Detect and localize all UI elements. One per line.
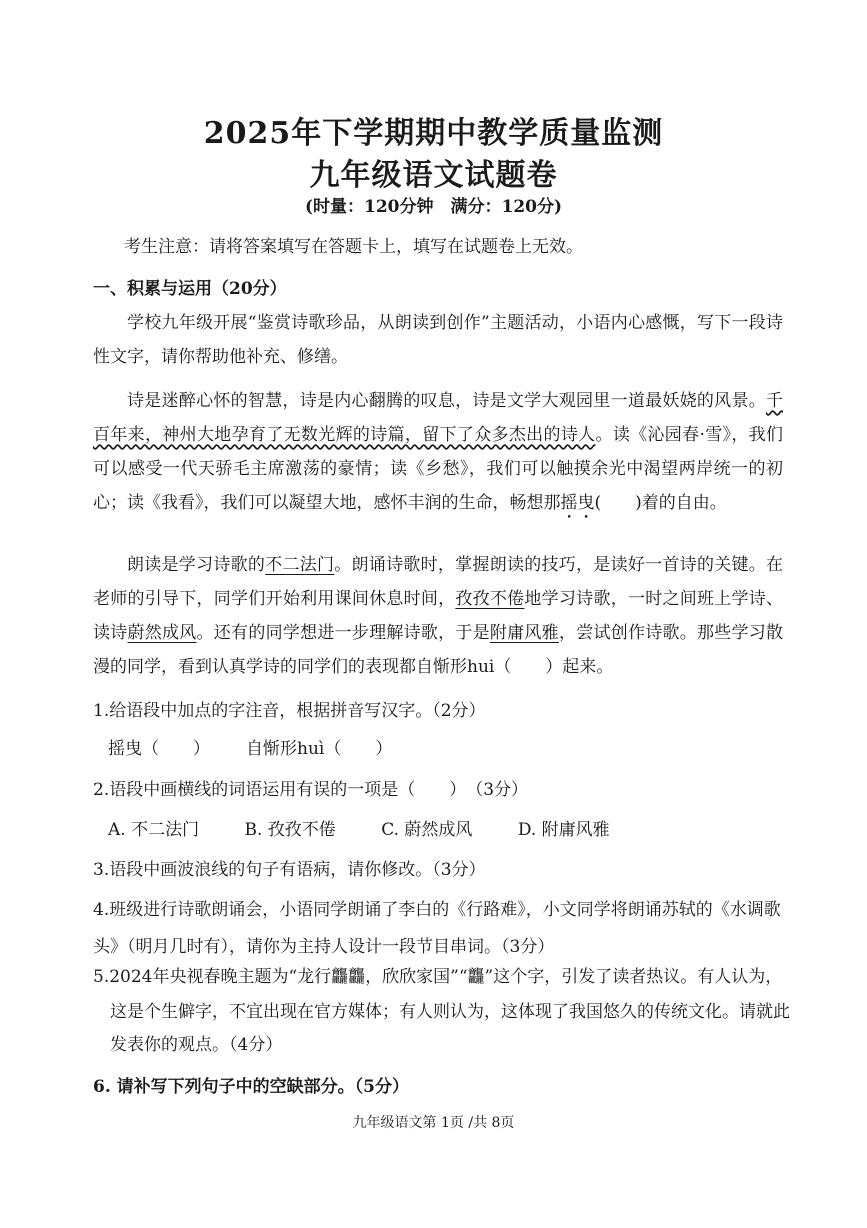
passage1-text-a: 诗是迷醉心怀的智慧，诗是内心翻腾的叹息，诗是文学大观园里一道最妖娆的风景。 bbox=[127, 391, 766, 411]
question-5-line-1: 5.2024年央视春晚主题为“龙行龘龘，欣欣家国”“龘”这个字，引发了读者热议。有人认为， bbox=[93, 967, 783, 987]
wavy-underlined-sentence: 千百年来，神州大地孕育了无数光辉的诗篇，留下了众多杰出的诗人 bbox=[93, 391, 783, 445]
passage2-text-e: ，尝试创作诗歌。那些学习散漫的同学，看到认真学诗的同学们的表现都自惭形hui（ ）起来。 bbox=[93, 623, 784, 677]
intro-paragraph: 学校九年级开展“鉴赏诗歌珍品，从朗读到创作”主题活动，小语内心感慨，写下一段诗性文字，请你帮助他补充、修缮。 bbox=[93, 313, 783, 367]
question-3: 3.语段中画波浪线的句子有语病，请你修改。（3分） bbox=[93, 860, 486, 880]
passage2-text-b: 。朗诵诗歌时，掌握朗读的技巧，是读好一首诗的关键。在老师的引导下，同学们开始利用课间休息时间， bbox=[93, 555, 784, 609]
underlined-idiom-3: 蔚然成风 bbox=[127, 623, 197, 643]
question-2: 2.语段中画横线的词语运用有误的一项是（ ） （3分） bbox=[93, 780, 529, 800]
option-d: D. 附庸风雅 bbox=[517, 820, 610, 840]
exam-subject-title: 九年级语文试题卷 bbox=[309, 158, 558, 193]
page-footer: 九年级语文第 1页 /共 8页 bbox=[352, 1115, 515, 1131]
question-4-line-2: 头》（明月几时有），请你为主持人设计一段节目串词。（3分） bbox=[93, 937, 555, 957]
question-2-options bbox=[108, 815, 650, 840]
question-4-line-1: 4.班级进行诗歌朗诵会，小语同学朗诵了李白的《行路难》，小文同学将朗诵苏轼的《水调歌 bbox=[93, 900, 781, 920]
option-b: B. 孜孜不倦 bbox=[244, 820, 336, 840]
passage2-text-d: 。还有的同学想进一步理解诗歌，于是 bbox=[196, 623, 490, 643]
question-1: 1.给语段中加点的字注音，根据拼音写汉字。（2分） bbox=[93, 701, 486, 721]
passage2-text-a: 朗读是学习诗歌的 bbox=[127, 555, 266, 575]
passage-paragraph-1 bbox=[93, 384, 783, 523]
option-a: A. 不二法门 bbox=[108, 820, 200, 840]
dotted-word: 摇曳 bbox=[560, 493, 595, 513]
underlined-idiom-4: 附庸风雅 bbox=[489, 623, 559, 643]
passage2-text-c: 地学习诗歌，一时之间班上学诗、读诗 bbox=[93, 589, 784, 643]
question-5-line-3: 发表你的观点。（4分） bbox=[110, 1035, 283, 1055]
section-title: 一、积累与运用（20分） bbox=[93, 279, 287, 299]
exam-time-score: (时量：120分钟 满分：120分) bbox=[304, 197, 563, 217]
question-1-item-a: 摇曳（ ） bbox=[108, 739, 210, 759]
passage1-text-c: ( )着的自由。 bbox=[594, 493, 727, 513]
question-1-item-b: 自惭形huì（ ） bbox=[246, 739, 393, 759]
question-6: 6. 请补写下列句子中的空缺部分。（5分） bbox=[93, 1077, 409, 1097]
passage-paragraph-2 bbox=[93, 548, 783, 684]
question-5-line-2: 这是个生僻字，不宜出现在官方媒体；有人则认为，这体现了我国悠久的传统文化。请就此 bbox=[110, 1002, 790, 1022]
underlined-idiom-2: 孜孜不倦 bbox=[455, 589, 525, 609]
exam-title: 2025年下学期期中教学质量监测 bbox=[203, 116, 664, 151]
option-c: C. 蔚然成风 bbox=[381, 820, 473, 840]
exam-notice: 考生注意：请将答案填写在答题卡上，填写在试题卷上无效。 bbox=[124, 237, 583, 257]
passage1-text-b: 。读《沁园春·雪》，我们可以感受一代天骄毛主席激荡的豪情；读《乡愁》，我们可以触摸余光中渴望两岸统一的初心；读《我看》，我们可以凝望大地，感怀丰润的生命，畅想那 bbox=[93, 425, 784, 513]
underlined-idiom-1: 不二法门 bbox=[265, 555, 335, 575]
